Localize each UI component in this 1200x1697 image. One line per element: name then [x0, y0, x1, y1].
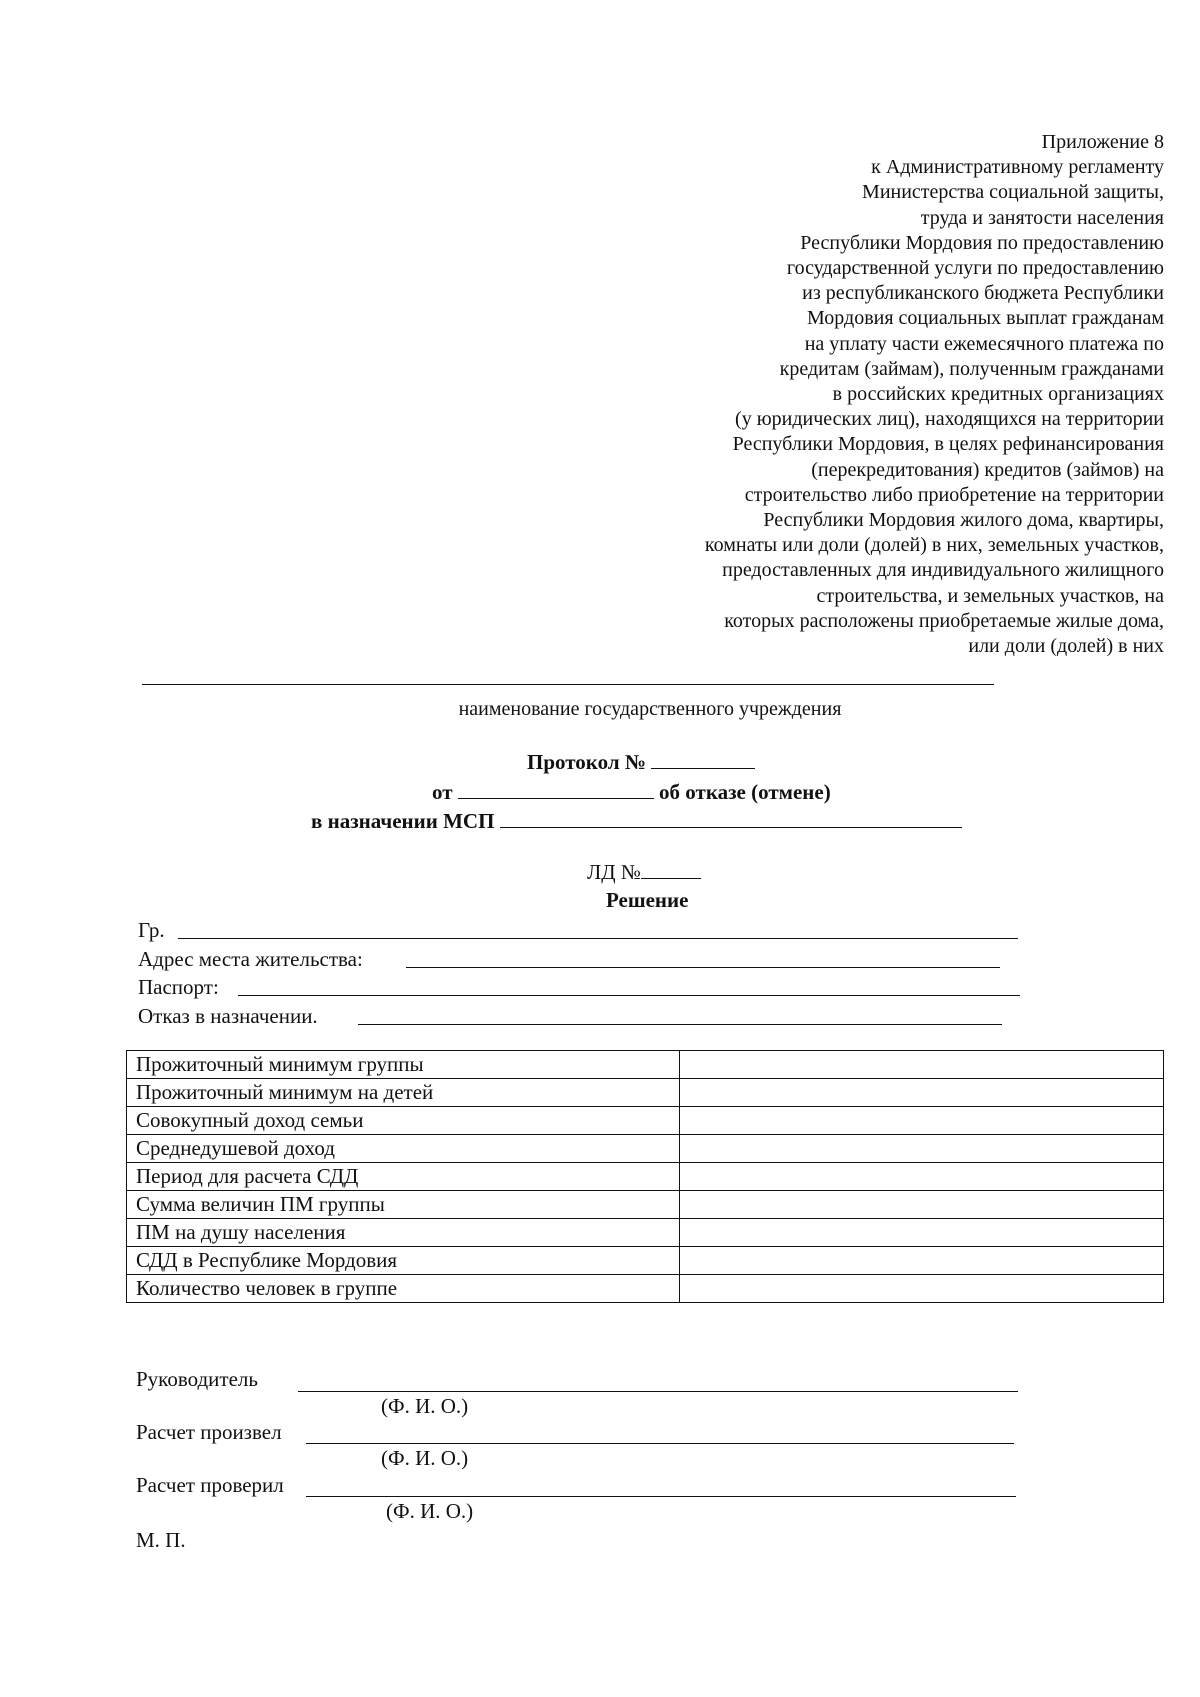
calculation-table	[126, 1050, 1164, 1303]
refusal-row	[138, 1004, 318, 1029]
appendix-line: Республики Мордовия, в целях рефинансирования	[732, 433, 1164, 456]
citizen-field[interactable]	[178, 938, 1018, 939]
address-row	[138, 947, 363, 972]
decision-heading: Решение	[606, 888, 689, 912]
table-row	[127, 1191, 1164, 1219]
protocol-title	[527, 750, 755, 775]
refusal-field[interactable]	[358, 1024, 1002, 1025]
appendix-line: Республики Мордовия по предоставлению	[800, 231, 1164, 254]
table-row-value[interactable]	[680, 1107, 1164, 1135]
table-row	[127, 1107, 1164, 1135]
calculated-signature-line[interactable]	[306, 1443, 1014, 1444]
refusal-label: Отказ в назначении.	[138, 1004, 318, 1028]
head-fio-caption: (Ф. И. О.)	[381, 1394, 469, 1418]
passport-field[interactable]	[238, 995, 1020, 996]
institution-name-line[interactable]	[142, 684, 994, 685]
appendix-line: из республиканского бюджета Республики	[802, 282, 1164, 305]
ld-number-label: ЛД №	[587, 860, 641, 884]
appendix-line: кредитам (займам), полученным гражданами	[779, 357, 1164, 380]
table-row-label: Сумма величин ПМ группы	[127, 1191, 680, 1219]
checked-fio-caption: (Ф. И. О.)	[386, 1499, 474, 1523]
appendix-line: Министерства социальной защиты,	[862, 181, 1164, 204]
appendix-line: строительство либо приобретение на территории	[744, 483, 1164, 506]
calculated-fio-caption: (Ф. И. О.)	[381, 1446, 469, 1470]
passport-label: Паспорт:	[138, 975, 219, 999]
citizen-row	[138, 918, 165, 943]
table-row	[127, 1051, 1164, 1079]
ld-number-field[interactable]	[641, 860, 701, 879]
appendix-line: Республики Мордовия жилого дома, квартиры,	[763, 509, 1164, 532]
protocol-from-label: от	[432, 780, 453, 804]
table-row-value[interactable]	[680, 1191, 1164, 1219]
table-row-value[interactable]	[680, 1247, 1164, 1275]
table-row-label: Прожиточный минимум группы	[127, 1051, 680, 1079]
appendix-line: Приложение 8	[1041, 131, 1164, 153]
appendix-line: (перекредитования) кредитов (займов) на	[811, 458, 1164, 481]
institution-caption: наименование государственного учреждения	[458, 698, 842, 720]
protocol-assignment-row	[311, 809, 962, 834]
passport-row	[138, 975, 219, 1000]
protocol-date-row	[432, 780, 831, 805]
address-field[interactable]	[406, 967, 1000, 968]
table-row	[127, 1135, 1164, 1163]
table-row	[127, 1275, 1164, 1303]
ld-number-row	[587, 860, 701, 885]
table-row-value[interactable]	[680, 1135, 1164, 1163]
head-signature-line[interactable]	[298, 1391, 1018, 1392]
table-row	[127, 1079, 1164, 1107]
protocol-number-label: Протокол №	[527, 750, 646, 774]
appendix-line: (у юридических лиц), находящихся на территории	[735, 408, 1164, 431]
table-row-label: СДД в Республике Мордовия	[127, 1247, 680, 1275]
protocol-assignment-field[interactable]	[500, 809, 962, 828]
appendix-line: в российских кредитных организациях	[832, 383, 1164, 406]
head-label: Руководитель	[136, 1367, 258, 1391]
table-row-label: Количество человек в группе	[127, 1275, 680, 1303]
calculated-label: Расчет произвел	[136, 1420, 282, 1444]
table-row	[127, 1219, 1164, 1247]
table-row-value[interactable]	[680, 1051, 1164, 1079]
checked-label: Расчет проверил	[136, 1473, 284, 1497]
appendix-line: комнаты или доли (долей) в них, земельных участков,	[704, 534, 1164, 557]
table-row-label: Среднедушевой доход	[127, 1135, 680, 1163]
appendix-line: строительства, и земельных участков, на	[816, 584, 1164, 607]
protocol-assignment-label: в назначении МСП	[311, 809, 495, 833]
table-row	[127, 1163, 1164, 1191]
appendix-line: или доли (долей) в них	[968, 635, 1164, 658]
appendix-line: Мордовия социальных выплат гражданам	[807, 307, 1164, 330]
table-row	[127, 1247, 1164, 1275]
table-row-label: ПМ на душу населения	[127, 1219, 680, 1247]
stamp-place: М. П.	[136, 1528, 186, 1552]
table-row-value[interactable]	[680, 1219, 1164, 1247]
address-label: Адрес места жительства:	[138, 947, 363, 971]
table-row-value[interactable]	[680, 1163, 1164, 1191]
table-row-label: Совокупный доход семьи	[127, 1107, 680, 1135]
appendix-line: которых расположены приобретаемые жилые дома,	[724, 609, 1164, 632]
table-row-value[interactable]	[680, 1079, 1164, 1107]
appendix-line: труда и занятости населения	[920, 206, 1164, 229]
protocol-refusal-label: об отказе (отмене)	[659, 780, 831, 804]
citizen-label: Гр.	[138, 918, 165, 942]
table-row-value[interactable]	[680, 1275, 1164, 1303]
appendix-line: предоставленных для индивидуального жилищного	[722, 559, 1164, 582]
checked-signature-line[interactable]	[306, 1496, 1016, 1497]
protocol-number-field[interactable]	[651, 750, 755, 769]
appendix-header	[564, 130, 1164, 659]
table-row-label: Период для расчета СДД	[127, 1163, 680, 1191]
protocol-date-field[interactable]	[458, 780, 654, 799]
appendix-line: к Административному регламенту	[871, 156, 1164, 179]
appendix-line: государственной услуги по предоставлению	[786, 257, 1164, 280]
appendix-line: на уплату части ежемесячного платежа по	[804, 332, 1164, 355]
table-row-label: Прожиточный минимум на детей	[127, 1079, 680, 1107]
